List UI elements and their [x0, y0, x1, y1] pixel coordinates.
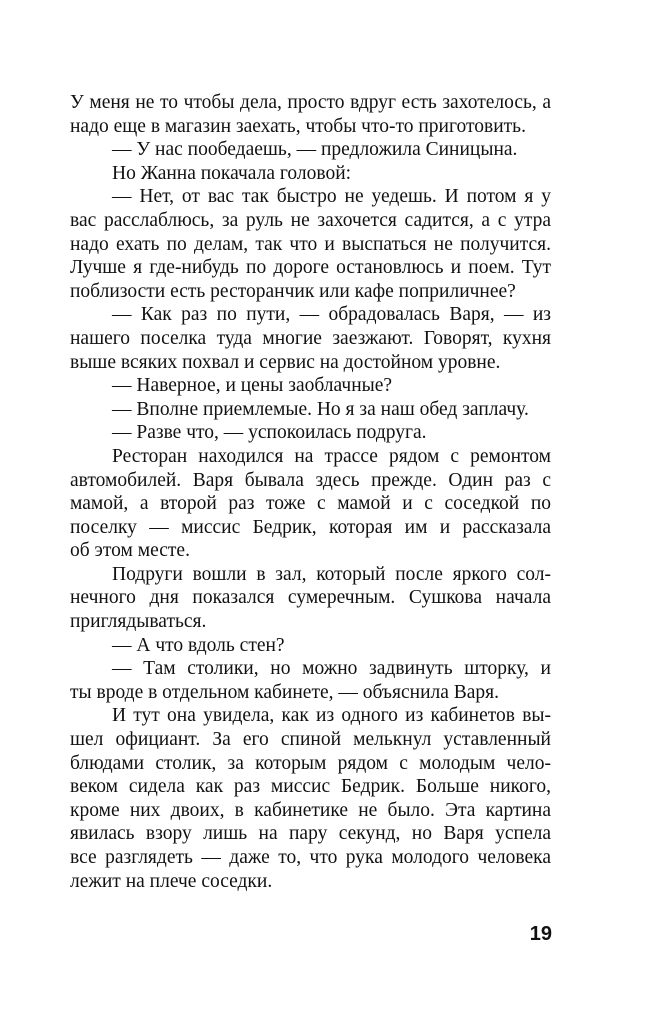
- text-line: явилась взору лишь на пару секунд, но Варя успела: [70, 823, 551, 845]
- text-line: шел официант. За его спиной мелькнул уставленный: [70, 729, 551, 751]
- text-line: — Наверное, и цены заоблачные?: [112, 375, 393, 397]
- text-line: Ресторан находился на трассе рядом с ремонтом: [112, 445, 551, 467]
- text-line: надо еще в магазин заехать, чтобы что-то приготовить.: [70, 115, 526, 137]
- text-line: автомобилей. Варя бывала здесь прежде. Один раз с: [70, 469, 551, 491]
- page-number: 19: [529, 923, 552, 945]
- text-line: — Как раз по пути, — обрадовалась Варя, — из: [112, 304, 551, 326]
- text-line: нечного дня показался сумеречным. Сушкова начала: [70, 587, 551, 609]
- text-line: об этом месте.: [70, 540, 190, 562]
- text-line: поблизости есть ресторанчик или кафе поприличнее?: [70, 280, 516, 302]
- page-text: [70, 91, 551, 893]
- text-line: Но Жанна покачала головой:: [112, 162, 352, 184]
- text-line: Лучше я где-нибудь по дороге остановлюсь и поем. Тут: [70, 257, 551, 279]
- text-line: блюдами столик, за которым рядом с молодым чело-: [70, 752, 551, 774]
- text-line: И тут она увидела, как из одного из кабинетов вы-: [112, 705, 551, 727]
- text-line: вас расслаблюсь, за руль не захочется садится, а с утра: [70, 209, 551, 231]
- text-line: приглядываться.: [70, 611, 207, 633]
- text-line: веком сидела как раз миссис Бедрик. Больше никого,: [70, 776, 551, 798]
- text-line: — Там столики, но можно задвинуть шторку, и: [112, 658, 551, 680]
- text-line: надо ехать по делам, так что и выспаться не получится.: [70, 233, 551, 255]
- text-line: — Нет, от вас так быстро не уедешь. И потом я у: [112, 186, 551, 208]
- text-line: — У нас пообедаешь, — предложила Синицына.: [112, 139, 518, 161]
- text-line: ты вроде в отдельном кабинете, — объяснила Варя.: [70, 681, 500, 703]
- text-line: все разглядеть — даже то, что рука молодого человека: [70, 847, 551, 868]
- text-line: Подруги вошли в зал, который после яркого сол-: [112, 563, 551, 585]
- text-line: выше всяких похвал и сервис на достойном уровне.: [70, 351, 501, 373]
- text-line: — А что вдоль стен?: [112, 634, 285, 656]
- text-line: У меня не то чтобы дела, просто вдруг есть захотелось, а: [70, 92, 551, 113]
- text-line: кроме них двоих, в кабинетике не было. Эта картина: [70, 799, 551, 821]
- text-line: нашего поселка туда многие заезжают. Говорят, кухня: [70, 327, 551, 349]
- text-line: — Разве что, — успокоилась подруга.: [112, 422, 427, 444]
- text-line: мамой, а второй раз тоже с мамой и с соседкой по: [70, 493, 551, 515]
- text-line: — Вполне приемлемые. Но я за наш обед заплачу.: [112, 398, 529, 420]
- text-line: лежит на плече соседки.: [70, 870, 273, 892]
- text-line: поселку — миссис Бедрик, которая им и рассказала: [70, 516, 551, 538]
